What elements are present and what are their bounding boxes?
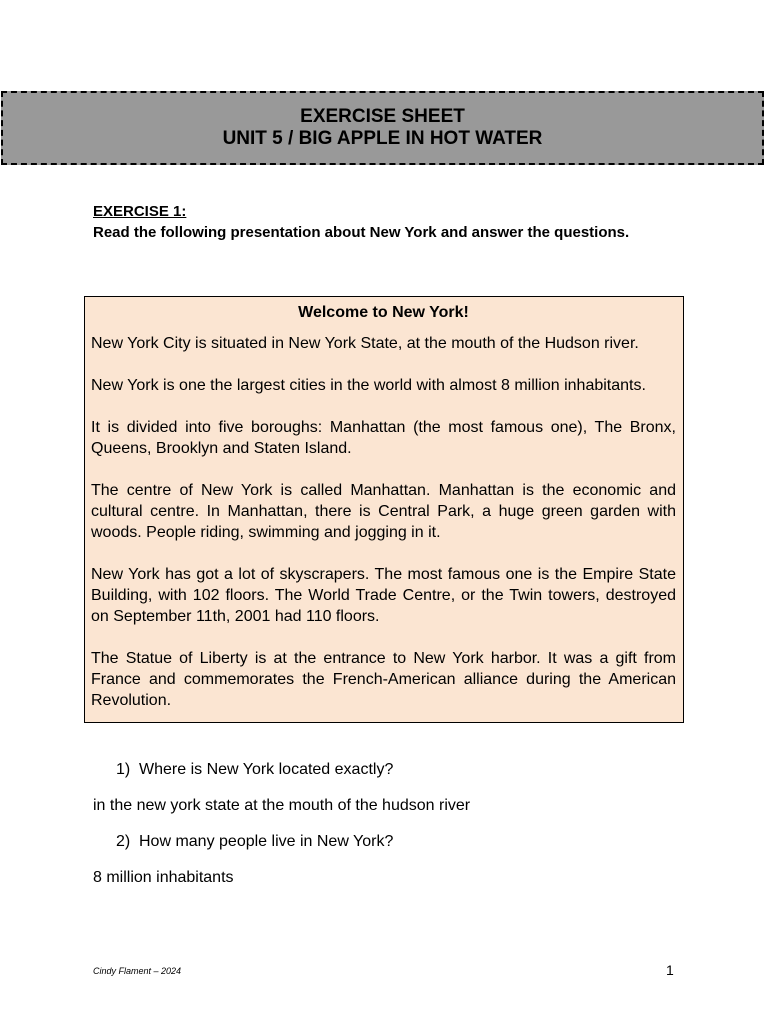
- question-2: [116, 832, 393, 852]
- page-number: 1: [666, 962, 674, 978]
- title-banner: [1, 91, 764, 165]
- reading-paragraph: New York City is situated in New York State, at the mouth of the Hudson river.: [91, 335, 639, 352]
- answer-2[interactable]: 8 million inhabitants: [93, 869, 234, 886]
- reading-paragraph: New York is one the largest cities in the world with almost 8 million inhabitants.: [91, 377, 646, 394]
- answer-1[interactable]: in the new york state at the mouth of the hudson river: [93, 797, 471, 814]
- unit-title: UNIT 5 / BIG APPLE IN HOT WATER: [222, 128, 543, 149]
- question-1: [116, 760, 393, 780]
- exercise-instruction: Read the following presentation about New York and answer the questions.: [93, 224, 630, 241]
- exercise-heading: EXERCISE 1:: [93, 203, 187, 220]
- reading-paragraph: The centre of New York is called Manhattan. Manhattan is the economic and cultural centre. In Manhattan, there is Central Park, a huge green garden with woods. People riding, swimming and jogging in it.: [91, 482, 676, 541]
- footer-author: Cindy Flament – 2024: [93, 966, 182, 976]
- question-text: How many people live in New York?: [139, 833, 394, 850]
- reading-paragraph: The Statue of Liberty is at the entrance to New York harbor. It was a gift from France and commemorates the French-American alliance during the American Revolution.: [91, 650, 676, 709]
- question-number: 1): [116, 761, 131, 778]
- question-number: 2): [116, 833, 131, 850]
- reading-paragraph: It is divided into five boroughs: Manhattan (the most famous one), The Bronx, Queens, Brooklyn and Staten Island.: [91, 419, 676, 457]
- sheet-title: EXERCISE SHEET: [300, 106, 465, 127]
- reading-paragraph: New York has got a lot of skyscrapers. The most famous one is the Empire State Building, with 102 floors. The World Trade Centre, or the Twin towers, destroyed on September 11th, 2001 had 110 floors.: [91, 566, 676, 625]
- reading-passage: [84, 296, 684, 723]
- reading-title: Welcome to New York!: [298, 304, 469, 321]
- question-text: Where is New York located exactly?: [139, 761, 394, 778]
